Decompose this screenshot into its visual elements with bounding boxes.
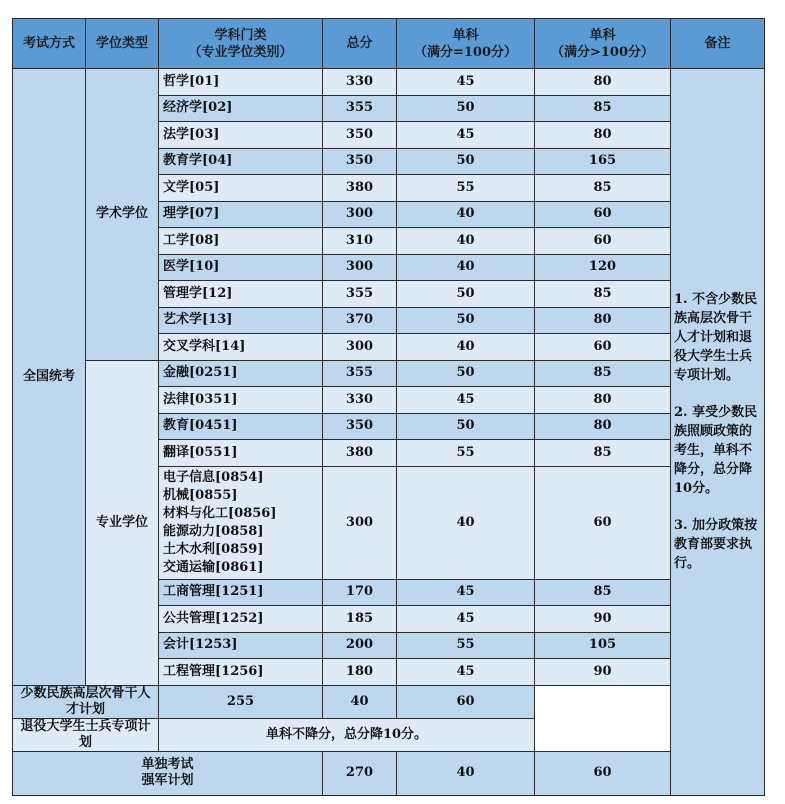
single-over-cell: 60: [535, 228, 671, 255]
separate-exam-line2: 强军计划: [141, 773, 194, 788]
subject-cell: 教育学[04]: [159, 148, 323, 175]
table-row: [13, 685, 765, 718]
engineering-subjects-cell: [159, 466, 323, 579]
subject-item: 交通运输[0861]: [163, 559, 264, 575]
subject-cell: 工学[08]: [159, 228, 323, 255]
remark-note-1: 1. 不含少数民族高层次骨干人才计划和退役大学生士兵专项计划。: [674, 292, 758, 384]
single-over-cell: 85: [535, 579, 671, 606]
table-row: [13, 69, 765, 96]
minority-plan-label: 少数民族高层次骨干人才计划: [13, 685, 159, 718]
header-single-over-100: [535, 19, 671, 69]
single-100-cell: 45: [397, 606, 535, 633]
single-100-cell: 50: [397, 148, 535, 175]
header-remark: 备注: [671, 19, 765, 69]
subject-item: 机械[0855]: [163, 487, 238, 503]
separate-exam-label: [13, 751, 323, 795]
total-score-cell: 350: [323, 148, 397, 175]
total-score-cell: 300: [323, 334, 397, 361]
subject-item: 土木水利[0859]: [163, 541, 264, 557]
table-row: [13, 360, 765, 387]
total-score-cell: 200: [323, 632, 397, 659]
subject-cell: 教育[0451]: [159, 413, 323, 440]
subject-cell: 公共管理[1252]: [159, 606, 323, 633]
header-single-100: [397, 19, 535, 69]
single-100-cell: 50: [397, 307, 535, 334]
subject-cell: 翻译[0551]: [159, 440, 323, 467]
subject-cell: 医学[10]: [159, 254, 323, 281]
single-100-cell: 40: [323, 685, 397, 718]
header-single-over-line1: 单科: [589, 27, 616, 43]
total-score-cell: 185: [323, 606, 397, 633]
single-over-cell: 80: [535, 413, 671, 440]
remark-note-2: 2. 享受少数民族照顾政策的考生，单科不降分，总分降10分。: [674, 405, 758, 497]
total-score-cell: 270: [323, 751, 397, 795]
header-degree-type: 学位类型: [86, 19, 159, 69]
single-over-cell: 60: [535, 751, 671, 795]
total-score-cell: 330: [323, 69, 397, 96]
single-over-cell: 85: [535, 360, 671, 387]
subject-cell: 会计[1253]: [159, 632, 323, 659]
single-100-cell: 40: [397, 751, 535, 795]
single-100-cell: 45: [397, 122, 535, 149]
total-score-cell: 300: [323, 254, 397, 281]
single-100-cell: 45: [397, 387, 535, 414]
single-100-cell: 40: [397, 228, 535, 255]
header-subject-line1: 学科门类: [214, 27, 267, 43]
header-subject-line2: （专业学位类别）: [188, 44, 293, 60]
single-over-cell: 85: [535, 281, 671, 308]
subject-cell: 哲学[01]: [159, 69, 323, 96]
single-over-cell: 165: [535, 148, 671, 175]
single-over-cell: 80: [535, 307, 671, 334]
single-100-cell: 55: [397, 632, 535, 659]
single-over-cell: 120: [535, 254, 671, 281]
subject-cell: 艺术学[13]: [159, 307, 323, 334]
subject-item: 能源动力[0858]: [163, 523, 264, 539]
single-over-cell: 90: [535, 659, 671, 686]
single-100-cell: 50: [397, 281, 535, 308]
header-subject: [159, 19, 323, 69]
header-single-over-line2: （满分>100分）: [550, 44, 655, 60]
total-score-cell: 330: [323, 387, 397, 414]
header-total: 总分: [323, 19, 397, 69]
single-over-cell: 60: [535, 201, 671, 228]
total-score-cell: 300: [323, 466, 397, 579]
subject-cell: 法律[0351]: [159, 387, 323, 414]
single-over-cell: 85: [535, 175, 671, 202]
total-score-cell: 355: [323, 95, 397, 122]
subject-cell: 法学[03]: [159, 122, 323, 149]
single-100-cell: 50: [397, 360, 535, 387]
single-over-cell: 105: [535, 632, 671, 659]
subject-item: 电子信息[0854]: [163, 469, 264, 485]
single-100-cell: 50: [397, 95, 535, 122]
table-row: [13, 751, 765, 795]
single-over-cell: 90: [535, 606, 671, 633]
remarks-cell: [671, 69, 765, 796]
veteran-plan-policy: 单科不降分，总分降10分。: [159, 718, 535, 751]
single-100-cell: 50: [397, 413, 535, 440]
subject-cell: 交叉学科[14]: [159, 334, 323, 361]
total-score-cell: 380: [323, 440, 397, 467]
header-single-100-line2: （满分=100分）: [413, 44, 518, 60]
single-100-cell: 45: [397, 579, 535, 606]
header-single-100-line1: 单科: [452, 27, 479, 43]
single-100-cell: 40: [397, 254, 535, 281]
single-100-cell: 45: [397, 69, 535, 96]
table-row: [13, 718, 765, 751]
single-100-cell: 45: [397, 659, 535, 686]
single-over-cell: 80: [535, 69, 671, 96]
total-score-cell: 255: [159, 685, 323, 718]
single-over-cell: 60: [535, 466, 671, 579]
subject-cell: 管理学[12]: [159, 281, 323, 308]
single-over-cell: 80: [535, 122, 671, 149]
subject-cell: 经济学[02]: [159, 95, 323, 122]
single-100-cell: 55: [397, 175, 535, 202]
total-score-cell: 180: [323, 659, 397, 686]
degree-type-academic: 学术学位: [86, 69, 159, 361]
total-score-cell: 355: [323, 281, 397, 308]
total-score-cell: 170: [323, 579, 397, 606]
subject-cell: 金融[0251]: [159, 360, 323, 387]
subject-cell: 工商管理[1251]: [159, 579, 323, 606]
subject-cell: 工程管理[1256]: [159, 659, 323, 686]
total-score-cell: 380: [323, 175, 397, 202]
single-100-cell: 40: [397, 201, 535, 228]
single-over-cell: 85: [535, 440, 671, 467]
total-score-cell: 355: [323, 360, 397, 387]
single-100-cell: 40: [397, 334, 535, 361]
header-exam-method: 考试方式: [13, 19, 86, 69]
table-header-row: [13, 19, 765, 69]
single-over-cell: 85: [535, 95, 671, 122]
total-score-cell: 350: [323, 122, 397, 149]
separate-exam-line1: 单独考试: [141, 757, 194, 772]
veteran-plan-label: 退役大学生士兵专项计划: [13, 718, 159, 751]
single-over-cell: 80: [535, 387, 671, 414]
single-over-cell: 60: [535, 334, 671, 361]
subject-item: 材料与化工[0856]: [163, 505, 277, 521]
subject-cell: 文学[05]: [159, 175, 323, 202]
single-100-cell: 55: [397, 440, 535, 467]
score-line-table: [12, 18, 765, 796]
total-score-cell: 370: [323, 307, 397, 334]
single-over-cell: 60: [397, 685, 535, 718]
score-table-container: [12, 18, 764, 796]
remark-note-3: 3. 加分政策按教育部要求执行。: [674, 518, 758, 572]
total-score-cell: 350: [323, 413, 397, 440]
exam-method-national: 全国统考: [13, 69, 86, 686]
total-score-cell: 300: [323, 201, 397, 228]
subject-cell: 理学[07]: [159, 201, 323, 228]
total-score-cell: 310: [323, 228, 397, 255]
single-100-cell: 40: [397, 466, 535, 579]
degree-type-professional: 专业学位: [86, 360, 159, 685]
